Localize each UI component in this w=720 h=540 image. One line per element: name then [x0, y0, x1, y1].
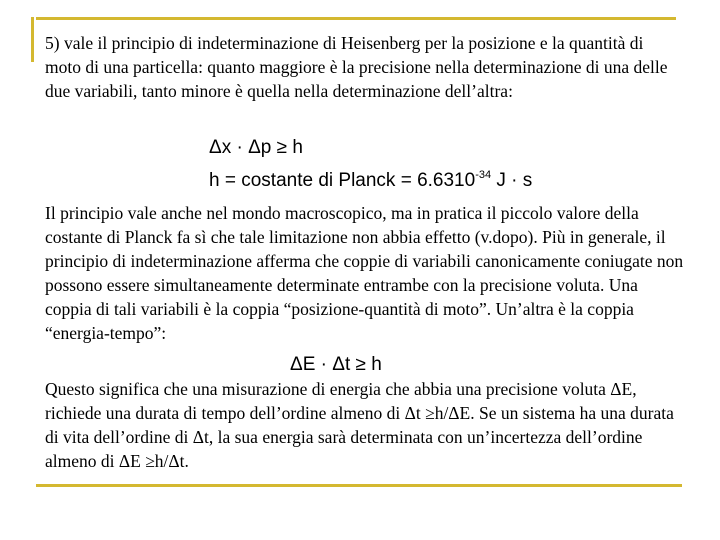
energy-time-paragraph: Questo significa che una misurazione di energia che abbia una precisione voluta ΔE, richiede una durata di tempo dell’ordine almeno di Δt ≥h/ΔE. Se un sistema ha una durata di vita dell’ordine di Δt, la sua energia sarà determinata con un’incertezza dell’ordine almeno di ΔE ≥h/Δt.: [45, 379, 674, 471]
heisenberg-paragraph: 5) vale il principio di indeterminazione di Heisenberg per la posizione e la quantità di moto di una particella: quanto maggiore è la precisione nella determinazione di una delle due variabili, tanto minore è quella nella determinazione dell’altra:: [45, 33, 668, 101]
planck-constant-formula: [209, 169, 532, 192]
macroscopic-paragraph: Il principio vale anche nel mondo macroscopico, ma in pratica il piccolo valore della costante di Planck fa sì che tale limitazione non abbia effetto (v.dopo). Più in generale, il principio di indeterminazione afferma che coppie di variabili canonicamente coniugate non possono essere simultaneamente determinate entrambe con la precisione voluta. Una coppia di tali variabili è la coppia “posizione-quantità di moto”. Un’altra è la coppia “energia-tempo”:: [45, 203, 684, 343]
planck-constant-unit: J · s: [491, 170, 533, 191]
bottom-border-line: [36, 484, 682, 487]
planck-constant-exponent: -34: [475, 169, 492, 181]
uncertainty-formula-position-momentum: Δx · Δp ≥ h: [209, 137, 303, 158]
top-border-line: [36, 17, 676, 20]
uncertainty-formula-energy-time: ΔE · Δt ≥ h: [290, 354, 382, 375]
left-border-line: [31, 17, 34, 62]
planck-constant-value: h = costante di Planck = 6.6310: [209, 170, 476, 191]
